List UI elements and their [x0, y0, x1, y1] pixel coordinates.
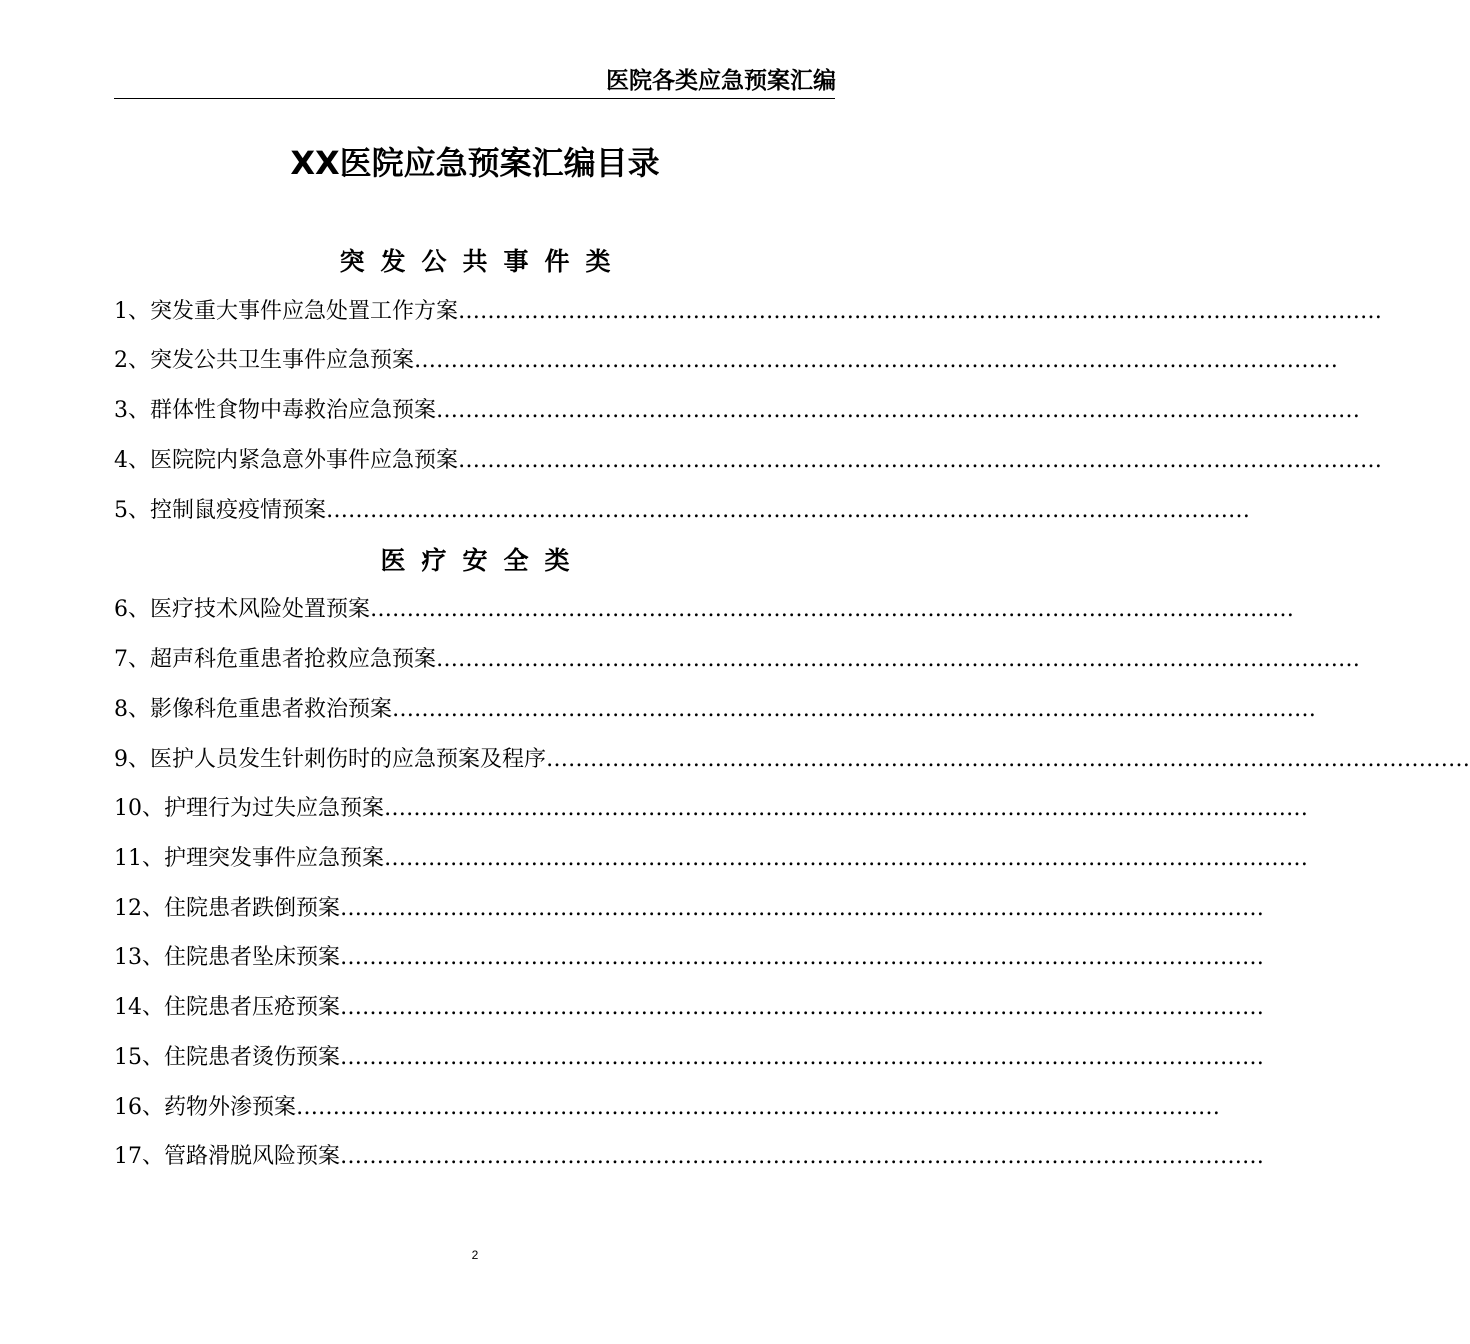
- toc-leader-dots: ………………………………………………………………………………………………………………: [384, 796, 1308, 821]
- toc-entry[interactable]: [114, 346, 1338, 376]
- toc-entry-label: 13、住院患者坠床预案: [114, 945, 340, 970]
- toc-leader-dots: ………………………………………………………………………………………………………………: [340, 995, 1264, 1020]
- toc-entry[interactable]: [114, 943, 1264, 973]
- toc-entry-label: 9、医护人员发生针刺伤时的应急预案及程序: [114, 747, 546, 772]
- toc-entry[interactable]: [114, 297, 1382, 327]
- toc-entry[interactable]: [114, 695, 1316, 725]
- toc-entry[interactable]: [114, 1043, 1264, 1073]
- toc-entry-label: 11、护理突发事件应急预案: [114, 846, 384, 871]
- toc-leader-dots: ………………………………………………………………………………………………………………: [340, 896, 1264, 921]
- toc-leader-dots: ………………………………………………………………………………………………………………: [392, 697, 1316, 722]
- toc-entry[interactable]: [114, 993, 1264, 1023]
- toc-entry[interactable]: [114, 844, 1308, 874]
- toc-entry-label: 4、医院院内紧急意外事件应急预案: [114, 448, 458, 473]
- toc-entry-label: 3、群体性食物中毒救治应急预案: [114, 398, 436, 423]
- toc-leader-dots: ………………………………………………………………………………………………………………: [340, 1144, 1264, 1169]
- toc-entry[interactable]: [114, 1142, 1264, 1172]
- section-heading-medical-safety: 医疗安全类: [380, 546, 586, 575]
- toc-entry-label: 8、影像科危重患者救治预案: [114, 697, 392, 722]
- running-header-title: 医院各类应急预案汇编: [606, 68, 836, 94]
- toc-entry[interactable]: [114, 1093, 1220, 1123]
- toc-leader-dots: ………………………………………………………………………………………………………………: [414, 348, 1338, 373]
- toc-entry-label: 12、住院患者跌倒预案: [114, 896, 340, 921]
- toc-entry-label: 7、超声科危重患者抢救应急预案: [114, 647, 436, 672]
- toc-entry-label: 15、住院患者烫伤预案: [114, 1045, 340, 1070]
- toc-entry-label: 14、住院患者压疮预案: [114, 995, 340, 1020]
- toc-leader-dots: ………………………………………………………………………………………………………………: [458, 299, 1382, 324]
- section-heading-public-events: 突发公共事件类: [339, 247, 627, 276]
- toc-entry-label: 17、管路滑脱风险预案: [114, 1144, 340, 1169]
- document-title: XX医院应急预案汇编目录: [290, 144, 660, 182]
- toc-entry[interactable]: [114, 396, 1360, 426]
- toc-leader-dots: ………………………………………………………………………………………………………………: [326, 498, 1250, 523]
- toc-entry[interactable]: [114, 496, 1250, 526]
- toc-entry-label: 16、药物外渗预案: [114, 1095, 296, 1120]
- toc-entry-label: 2、突发公共卫生事件应急预案: [114, 348, 414, 373]
- toc-entry[interactable]: [114, 595, 1294, 625]
- toc-entry-label: 5、控制鼠疫疫情预案: [114, 498, 326, 523]
- toc-entry[interactable]: [114, 894, 1264, 924]
- toc-entry[interactable]: [114, 794, 1308, 824]
- toc-leader-dots: ………………………………………………………………………………………………………………: [458, 448, 1382, 473]
- toc-entry[interactable]: [114, 745, 1470, 775]
- toc-leader-dots: ………………………………………………………………………………………………………………: [546, 747, 1470, 772]
- toc-entry[interactable]: [114, 645, 1360, 675]
- toc-entry-label: 1、突发重大事件应急处置工作方案: [114, 299, 458, 324]
- toc-entry-label: 6、医疗技术风险处置预案: [114, 597, 370, 622]
- page-number: 2: [471, 1248, 479, 1262]
- toc-leader-dots: ………………………………………………………………………………………………………………: [296, 1095, 1220, 1120]
- toc-entry-label: 10、护理行为过失应急预案: [114, 796, 384, 821]
- toc-entry[interactable]: [114, 446, 1382, 476]
- toc-leader-dots: ………………………………………………………………………………………………………………: [340, 945, 1264, 970]
- header-divider: [114, 98, 835, 99]
- toc-leader-dots: ………………………………………………………………………………………………………………: [384, 846, 1308, 871]
- toc-leader-dots: ………………………………………………………………………………………………………………: [436, 647, 1360, 672]
- toc-leader-dots: ………………………………………………………………………………………………………………: [370, 597, 1294, 622]
- toc-leader-dots: ………………………………………………………………………………………………………………: [340, 1045, 1264, 1070]
- toc-leader-dots: ………………………………………………………………………………………………………………: [436, 398, 1360, 423]
